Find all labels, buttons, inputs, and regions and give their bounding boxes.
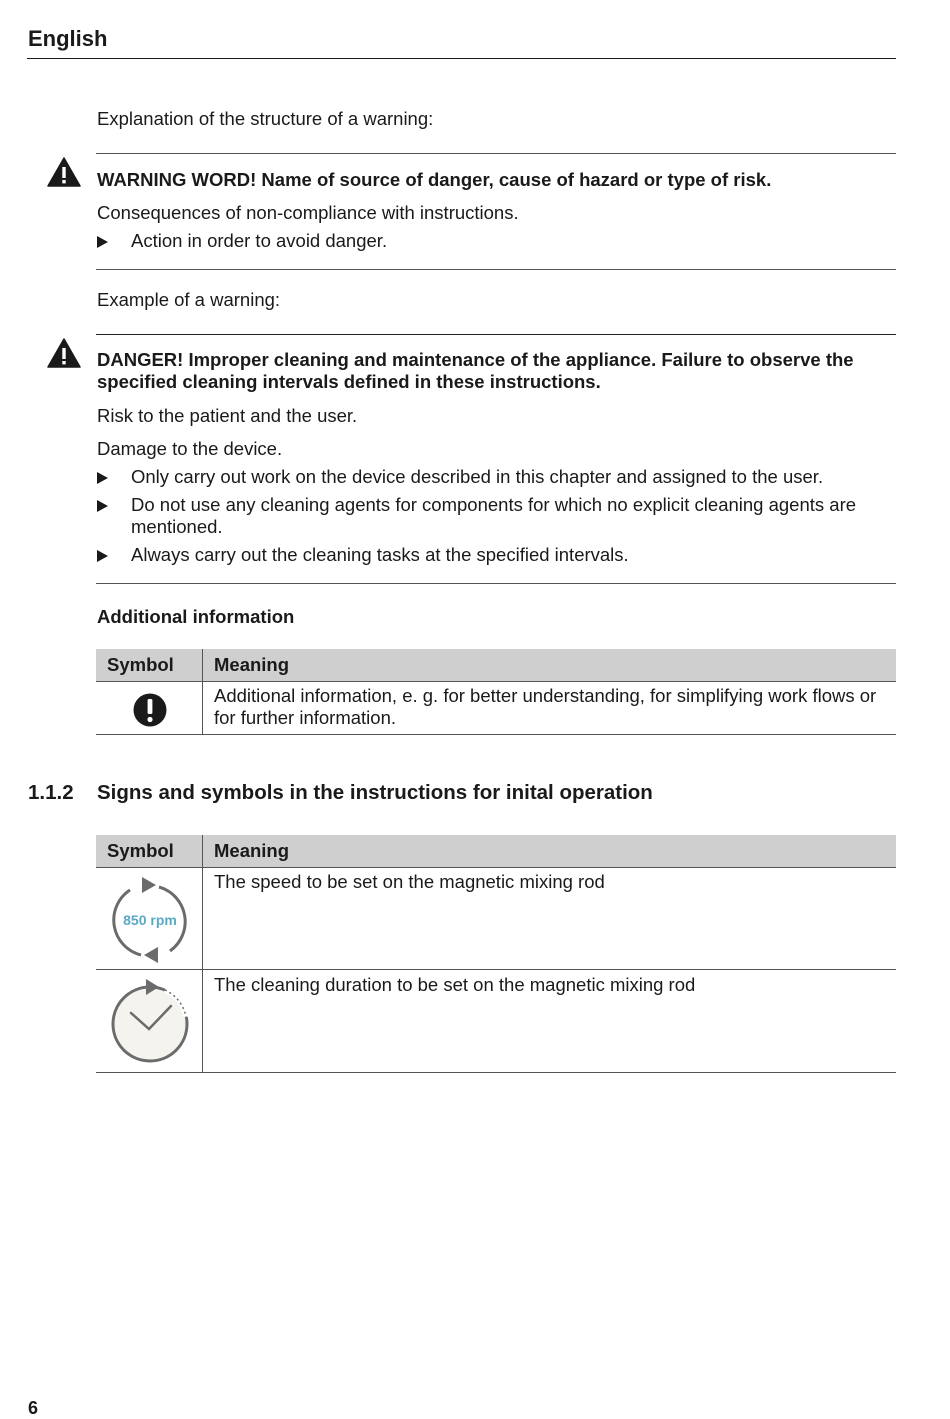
table-bottom-rule [96,1072,896,1073]
warning-structure-intro: Explanation of the structure of a warning: [97,108,434,129]
section-title: Signs and symbols in the instructions for inital operation [97,781,653,804]
column-divider [202,835,203,1072]
table-cell-meaning: Additional information, e. g. for better understanding, for simplifying work flows or for further information. [214,685,877,728]
section-number: 1.1.2 [28,781,74,804]
danger-action-item: Always carry out the cleaning tasks at the specified intervals. [97,544,897,566]
warning-bottom-rule [96,269,896,270]
rpm-label: 850 rpm [123,912,177,928]
clock-duration-icon [108,977,192,1067]
symbols-table [96,835,896,1073]
example-top-rule [96,334,896,335]
table-cell-meaning: The cleaning duration to be set on the magnetic mixing rod [214,974,696,995]
warning-example-intro: Example of a warning: [97,289,281,310]
warning-consequence: Consequences of non-compliance with instructions. [97,202,519,223]
table-header-meaning: Meaning [214,840,290,861]
warning-heading: WARNING WORD! Name of source of danger, cause of hazard or type of risk. [97,169,772,190]
additional-info-heading: Additional information [97,606,295,627]
page-number: 6 [28,1398,39,1418]
danger-consequence: Damage to the device. [97,438,283,459]
table-header-symbol: Symbol [107,840,174,861]
page-language-header: English [28,26,108,51]
table-header-symbol: Symbol [107,654,174,675]
danger-heading: DANGER! Improper cleaning and maintenance of the appliance. Failure to observe the specified cleaning intervals defined in these instructions. [97,349,854,392]
header-divider [27,58,896,59]
warning-top-rule [96,153,896,154]
danger-consequence: Risk to the patient and the user. [97,405,358,426]
example-bottom-rule [96,583,896,584]
bullet-arrow-icon [97,550,108,562]
speed-rotation-icon [108,875,192,965]
table-cell-meaning: The speed to be set on the magnetic mixing rod [214,871,605,892]
column-divider [202,649,203,735]
bullet-arrow-icon [97,236,108,248]
table-header-meaning: Meaning [214,654,290,675]
additional-info-table [96,649,896,735]
warning-triangle-icon [47,157,81,187]
danger-action-item: Only carry out work on the device described in this chapter and assigned to the user. [97,466,897,488]
table-header-row [96,649,896,682]
warning-triangle-icon [47,338,81,368]
exclamation-circle-icon [133,693,167,727]
bullet-arrow-icon [97,500,108,512]
table-row-divider [96,969,896,970]
table-bottom-rule [96,734,896,735]
bullet-arrow-icon [97,472,108,484]
warning-action-item: Action in order to avoid danger. [97,230,897,252]
danger-action-item: Do not use any cleaning agents for components for which no explicit cleaning agents are mentioned. [97,494,897,538]
table-header-row [96,835,896,868]
